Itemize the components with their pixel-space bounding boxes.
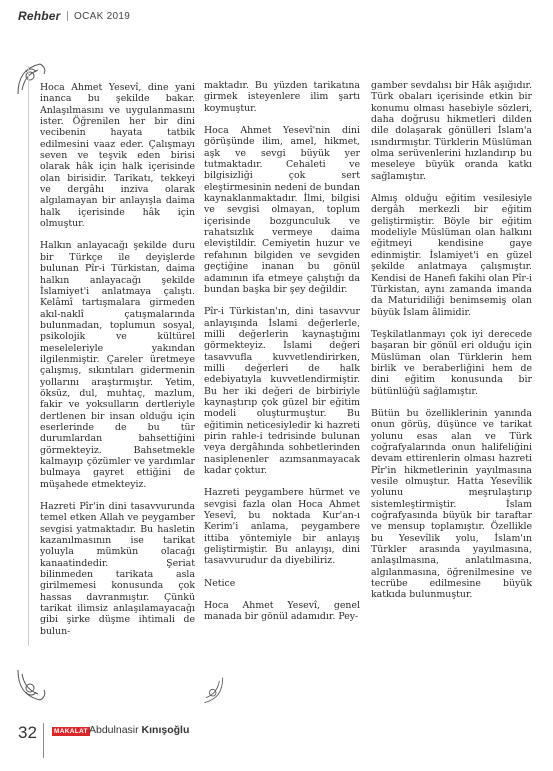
header-separator [67, 11, 69, 21]
paragraph: Hazreti peygambere hürmet ve sevgisi fazla olan Hoca Ahmet Yesevî, bu noktada Kur'an-ı Kerim'i anlama, peygambere ittiba yöntemiyle bir anlayış geliştirmiştir. Bu anlayışı, dini tasavvurudur da diyebiliriz. [204, 487, 360, 567]
footer-separator [43, 723, 44, 758]
author-first-name: Abdulnasir [89, 724, 139, 736]
paragraph: Hazreti Pîr'in dini tasavvurunda temel etken Allah ve peygamber sevgisi yatmaktadır. Bu hasletin kazanılmasının ise tarikat yoluyla mümkün olacağı kanaatindedir. Şeriat bilinmeden tarikata asla girilmemesi konusunda çok hassas davranmıştır. Çünkü tarikat ilimsiz anlaşılamayacağı gibi şirke düşme ihtimali de bulun- [40, 501, 195, 637]
paragraph: Pîr-i Türkistan'ın, dini tasavvur anlayışında İslami değerlerle, milli değerlerin kaynaştığını görmekteyiz. İslami değeri tasavvufla kuvvetlendirirken, milli değerleri de halk edebiyatıyla kuvvetlendirmiştir. Bu her iki değeri de birbiriyle kaynaştırıp çok güzel bir eğitim modeli oluşturmuştur. Bu eğitimin neticesiyledir ki hazreti pirin rahle-i tedrisinde bulunan veya dergâhında sohbetlerinden nasiplenenler azımsanmayacak kadar çoktur. [204, 306, 360, 476]
author-last-name: Kınışoğlu [141, 724, 190, 736]
paragraph: Hoca Ahmet Yesevî, dine yani inanca bu şekilde bakar. Anlaşılmasını ve uygulanmasını ister. Öğrenilen her bir dini vecibenin hayata tatbik edilmesini vaaz eder. Çalışmayı seven ve teşvik eden birisi olarak hâk için halk içerisinde olan birisidir. Tarikatı, tekkeyi ve dergâhı inziva olarak algılamayan bir anlayışla daima halk içerisinde hâk için olmuştur. [40, 82, 195, 230]
page-footer [0, 721, 553, 761]
author-name [89, 724, 189, 736]
issue-date: OCAK 2019 [74, 10, 131, 22]
text-column-1 [40, 82, 195, 648]
section-heading: Netice [204, 577, 236, 589]
paragraph: Hoca Ahmet Yesevî'nin dini görüşünde ilim, amel, hikmet, aşk ve sevgi büyük yer tutmaktadır. Cehaleti ve bilgisizliği çok sert eleştirmesinin nedeni de bundan kaynaklanmaktadır. İlmi, bilgisi ve sevgisi olmayan, toplum içerisinde bozgunculuk ve rahatsızlık vermeye daima eleviştildir. Cemiyetin huzur ve refahının bilgiden ve sevgiden geçtiğine inanan bu gönül adamının ifa etmeye çalıştığı da bundan başka bir şey değildir. [204, 125, 360, 295]
paragraph: Halkın anlayacağı şekilde duru bir Türkçe ile deyişlerde bulunan Pîr-i Türkistan, daima halkın anlayacağı şekilde İslamiyet'i anlatmaya çalıştı. Kelâmî tartışmalara girmeden akıl-naklî çatışmalarında bulunmadan, toplumun sosyal, psikolojik ve kültürel meseleleriyle yakından ilgilenmiştir. Çareler üretmeye çalışmış, sıkıntıları gidermenin yollarını araştırmıştır. Yetim, öksüz, dul, muhtaç, mazlum, fakir ve yoksulların dertleriyle dertlenen bir insan olduğu için eserlerinde de bu tür durumlardan bahsettiğini görmekteyiz. Bahsetmekle kalmayıp çözümler ve yardımlar bulmaya gayret ettiğini de müşahede etmekteyiz. [40, 240, 195, 490]
paragraph: Hoca Ahmet Yesevî, genel manada bir gönül adamıdır. Pey- [204, 600, 360, 623]
section-tag: MAKALAT [54, 728, 88, 735]
paragraph: Bütün bu özelliklerinin yanında onun görüş, düşünce ve tarikat yolunu esas alan ve Türk coğrafyalarında onun halifeliğini devam ettirenlerin olması hazreti Pîr'in hikmetlerinin yayılmasına vesile olmuştur. Hatta Yesevîlik yolunu meşrulaştırıp sistemleştirmiştir. İslam coğrafyasında büyük bir taraftar ve mensup toplamıştır. Özellikle bu Yesevîlik yolu, İslam'ın Türkler arasında yayılmasına, anlaşılmasına, anlatılmasına, algılanmasına, öğrenilmesine ve tecrübe edilmesine büyük katkıda bulunmuştur. [371, 407, 532, 601]
paragraph: Almış olduğu eğitim vesilesiyle dergâh merkezli bir eğitim geliştirmiştir. Böyle bir eğitim modeliyle Müslüman olan halkını eğitmeyi kendisine gaye edinmiştir. İslamiyet'i en güzel şekilde anlatmaya çalışmıştır. Kendisi de Hanefi fakihi olan Pîr-i Türkistan, aynı zamanda imanda da Maturidiliği benimsemiş olan büyük İslam âlimidir. [371, 193, 532, 318]
text-column-2 [204, 80, 360, 634]
corner-ornament-icon [14, 668, 50, 704]
text-column-3 [371, 80, 532, 612]
paragraph: Teşkilatlanmayı çok iyi derecede başaran bir gönül eri olduğu için Müslüman olan Türklerin hem birlik ve beraberliğini hem de dini eğitim konusunda bir bütünlüğü sağlamıştır. [371, 328, 532, 397]
paragraph: gamber sevdalısı bir Hâk aşığıdır. Türk obaları içerisinde etkin bir konumu olması hasebiyle sözleri, daha doğrusu hikmetleri dilden dile dolaşarak gönülleri İslam'a ısındırmıştır. Türklerin Müslüman olma serüvenlerini hızlandırıp bu meseleye büyük oranda katkı sağlamıştır. [371, 80, 532, 182]
page-header [18, 9, 130, 23]
magazine-brand: Rehber [18, 9, 61, 23]
corner-ornament-icon [196, 676, 226, 706]
paragraph: maktadır. Bu yüzden tarikatına girmek isteyenlere ilim şartı koymuştur. [204, 80, 360, 114]
page-number: 32 [18, 723, 37, 742]
left-rule [28, 66, 29, 646]
